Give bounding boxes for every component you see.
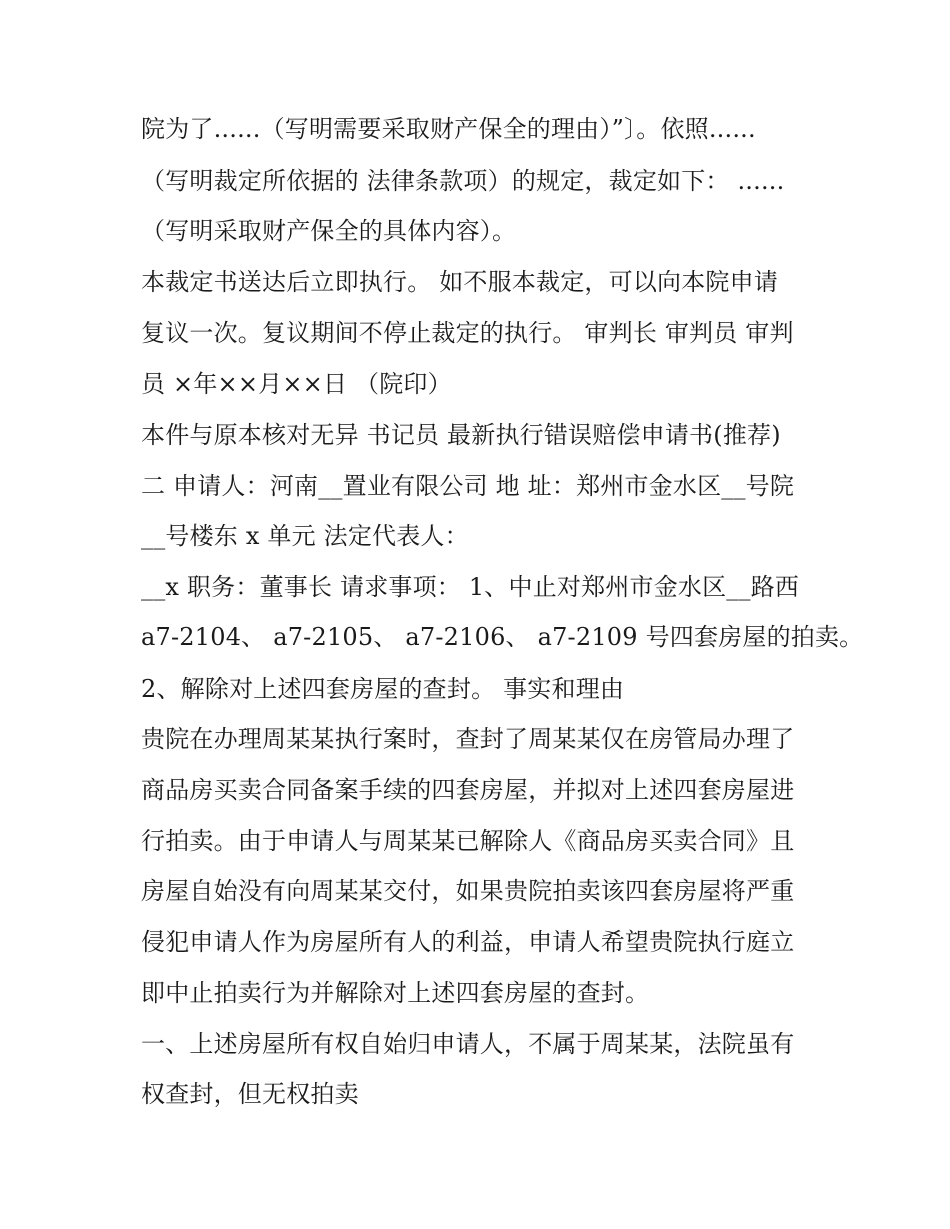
text-line-3: （写明采取财产保全的具体内容）。 [141, 217, 517, 245]
text-line-11: a7-2104、 a7-2105、 a7-2106、 a7-2109 号四套房屋的拍卖。 [141, 623, 864, 651]
text-line-19: 一、上述房屋所有权自始归申请人，不属于周某某，法院虽有 [141, 1030, 795, 1058]
text-line-7: 本件与原本核对无异 书记员 最新执行错误赔偿申请书(推荐) [141, 421, 781, 449]
text-line-20: 权查封，但无权拍卖 [141, 1080, 359, 1108]
text-line-8: 二 申请人：河南__置业有限公司 地 址：郑州市金水区__号院 [141, 472, 795, 500]
text-line-14: 商品房买卖合同备案手续的四套房屋，并拟对上述四套房屋进 [141, 776, 795, 804]
text-line-18: 即中止拍卖行为并解除对上述四套房屋的查封。 [141, 979, 650, 1007]
text-line-1: 院为了......（写明需要采取财产保全的理由）”〕。依照...... [141, 115, 756, 143]
text-line-5: 复议一次。复议期间不停止裁定的执行。 审判长 审判员 审判 [141, 319, 794, 347]
text-line-17: 侵犯申请人作为房屋所有人的利益，申请人希望贵院执行庭立 [141, 928, 795, 956]
text-line-2: （写明裁定所依据的 法律条款项）的规定，裁定如下： ...... [141, 167, 785, 195]
text-line-6: 员 ×年××月××日 （院印） [141, 370, 452, 398]
text-line-4: 本裁定书送达后立即执行。 如不服本裁定，可以向本院申请 [141, 268, 779, 296]
text-line-16: 房屋自始没有向周某某交付，如果贵院拍卖该四套房屋将严重 [141, 877, 795, 905]
text-line-10: __x 职务：董事长 请求事项： 1、中止对郑州市金水区__路西 [141, 573, 800, 601]
text-line-12: 2、解除对上述四套房屋的查封。 事实和理由 [141, 675, 625, 703]
text-line-13: 贵院在办理周某某执行案时，查封了周某某仅在房管局办理了 [141, 725, 795, 753]
text-line-9: __号楼东 x 单元 法定代表人： [141, 522, 469, 550]
text-line-15: 行拍卖。由于申请人与周某某已解除人《商品房买卖合同》且 [141, 827, 795, 855]
